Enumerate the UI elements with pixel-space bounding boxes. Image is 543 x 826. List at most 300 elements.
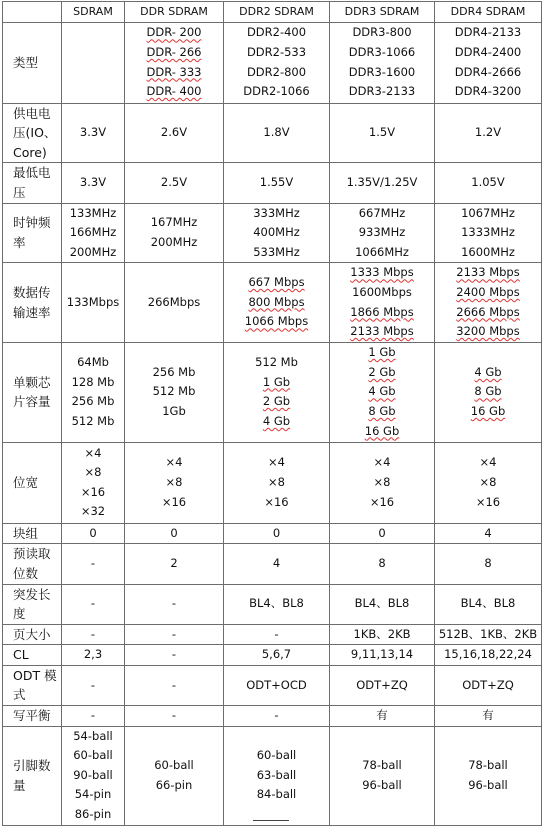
- table-cell: [62, 544, 125, 584]
- cell-text: 1066MHz: [355, 244, 409, 259]
- cell-line: [437, 554, 539, 574]
- cell-line: [64, 463, 122, 483]
- cell-line: [226, 554, 327, 574]
- table-cell: [330, 665, 435, 705]
- row-header-line: 页大小: [13, 626, 51, 642]
- cell-line: [437, 402, 539, 422]
- cell-text: 1866 Mbps: [350, 304, 414, 319]
- row-header-line: 量: [13, 777, 26, 793]
- cell-line: [226, 312, 327, 332]
- cell-line: [226, 493, 327, 513]
- cell-text: 4 Gb: [474, 364, 502, 379]
- cell-text: ODT+ZQ: [356, 677, 408, 692]
- table-cell: [125, 665, 224, 705]
- cell-text: 1600MHz: [461, 244, 515, 259]
- table-cell: [125, 203, 224, 263]
- cell-line: [437, 776, 539, 796]
- table-row: [3, 624, 542, 645]
- table-cell: [125, 624, 224, 645]
- row-header-line: 引脚数: [13, 758, 51, 774]
- row-header-line: 率: [13, 234, 26, 250]
- cell-text: ×16: [475, 494, 501, 509]
- row-header: [3, 163, 62, 203]
- cell-text: 15,16,18,22,24: [444, 647, 532, 662]
- cell-line: [437, 173, 539, 193]
- cell-line: [226, 625, 327, 645]
- table-cell: [125, 726, 224, 825]
- table-row: [3, 263, 542, 342]
- cell-text: -: [171, 626, 177, 641]
- table-cell: [330, 22, 435, 103]
- row-header-line: 压(IO、: [13, 125, 57, 141]
- cell-text: 1.5V: [368, 125, 396, 140]
- cell-text: BL4、BL8: [354, 596, 410, 611]
- cell-line: [437, 363, 539, 383]
- cell-line: [437, 493, 539, 513]
- cell-line: [226, 204, 327, 224]
- cell-line: [127, 213, 221, 233]
- cell-text: 128 Mb: [71, 374, 115, 389]
- cell-line: [332, 776, 432, 796]
- cell-line: [437, 63, 539, 83]
- cell-line: [64, 412, 122, 432]
- cell-line: [64, 173, 122, 193]
- cell-text: DDR3-1066: [348, 45, 416, 59]
- cell-text: ×16: [161, 494, 187, 509]
- cell-line: [226, 412, 327, 432]
- cell-line: [226, 594, 327, 614]
- cell-text: 2666 Mbps: [456, 304, 520, 319]
- cell-line: [64, 223, 122, 243]
- column-header: DDR3 SDRAM: [330, 2, 435, 23]
- table-cell: [224, 103, 330, 163]
- table-row: [3, 706, 542, 727]
- row-header: [3, 726, 62, 825]
- table-cell: [125, 645, 224, 666]
- cell-line: [332, 422, 432, 442]
- cell-line: [332, 243, 432, 263]
- cell-text: 16 Gb: [470, 404, 506, 419]
- row-header-line: 突发长: [13, 586, 51, 602]
- cell-text: 60-ball: [256, 748, 297, 763]
- cell-line: [437, 303, 539, 323]
- cell-line: [332, 554, 432, 574]
- cell-line: [437, 23, 539, 43]
- row-header-line: 输速率: [13, 304, 51, 320]
- cell-text: 0: [89, 525, 97, 540]
- table-cell: [62, 523, 125, 544]
- cell-text: DDR- 266: [146, 45, 202, 59]
- cell-line: [332, 706, 432, 726]
- cell-text: 84-ball: [256, 787, 297, 802]
- cell-text: 333MHz: [253, 205, 300, 220]
- table-cell: [435, 342, 542, 442]
- cell-text: ×4: [165, 455, 183, 470]
- cell-line: [332, 204, 432, 224]
- row-header-line: 时钟频: [13, 215, 51, 231]
- row-header: [3, 645, 62, 666]
- cell-text: 63-ball: [256, 767, 297, 782]
- cell-text: DDR- 333: [146, 64, 202, 79]
- cell-line: [127, 402, 221, 422]
- cell-line: [332, 645, 432, 665]
- cell-text: ×8: [165, 474, 183, 489]
- cell-line: [127, 473, 221, 493]
- cell-line: [127, 645, 221, 665]
- cell-line: [226, 392, 327, 412]
- table-row: [3, 442, 542, 523]
- cell-text: 96-ball: [468, 777, 508, 792]
- cell-line: [226, 63, 327, 83]
- cell-text: 1Gb: [162, 404, 186, 419]
- cell-text: 8 Gb: [368, 404, 396, 419]
- cell-line: [226, 43, 327, 63]
- cell-line: [127, 706, 221, 726]
- row-header: [3, 665, 62, 705]
- cell-text: 533MHz: [253, 244, 300, 259]
- row-header-line: 数据传: [13, 284, 51, 300]
- cell-text: 有: [482, 708, 494, 723]
- table-cell: [224, 645, 330, 666]
- cell-line: [332, 82, 432, 102]
- cell-line: [332, 63, 432, 83]
- cell-text: ×8: [373, 474, 391, 489]
- cell-text: DDR4-2400: [454, 45, 522, 59]
- cell-text: ×8: [84, 465, 102, 480]
- table-cell: [62, 665, 125, 705]
- row-header-line: 块组: [13, 525, 39, 541]
- table-cell: [330, 263, 435, 342]
- table-cell: [330, 645, 435, 666]
- cell-line: [226, 123, 327, 143]
- table-cell: [330, 584, 435, 624]
- cell-text: -: [90, 596, 96, 611]
- cell-line: [127, 453, 221, 473]
- cell-text: ×16: [369, 494, 395, 509]
- table-cell: [330, 203, 435, 263]
- cell-text: 0: [272, 525, 281, 540]
- cell-text: 86-pin: [74, 807, 112, 822]
- cell-text: 4 Gb: [368, 384, 396, 399]
- cell-text: 933MHz: [358, 225, 406, 240]
- cell-text: ×4: [479, 455, 497, 470]
- table-row: [3, 726, 542, 825]
- table-header-row: [3, 2, 542, 23]
- cell-line: [226, 273, 327, 293]
- cell-text: -: [274, 626, 279, 641]
- cell-line: [127, 756, 221, 776]
- table-cell: [224, 263, 330, 342]
- cell-line: [437, 283, 539, 303]
- cell-line: [64, 727, 122, 747]
- cell-text: 400MHz: [253, 225, 300, 240]
- cell-line: [437, 204, 539, 224]
- cell-text: DDR- 400: [146, 84, 202, 99]
- cell-line: [127, 173, 221, 193]
- cell-line: [64, 706, 122, 726]
- cell-line: [226, 676, 327, 696]
- cell-line: [226, 473, 327, 493]
- cell-line: [437, 382, 539, 402]
- table-cell: [435, 22, 542, 103]
- cell-text: 1.35V/1.25V: [346, 175, 418, 190]
- cell-text: DDR3-800: [352, 25, 412, 40]
- cell-text: 512 Mb: [71, 413, 115, 428]
- cell-text: 1 Gb: [262, 374, 291, 389]
- cell-text: 2,3: [83, 647, 103, 662]
- cell-text: -: [171, 647, 177, 662]
- cell-line: [226, 706, 327, 726]
- cell-line: [127, 23, 221, 43]
- cell-text: ×32: [80, 504, 106, 519]
- cell-text: 167MHz: [150, 215, 198, 230]
- cell-text: 667MHz: [358, 205, 406, 220]
- cell-text: 166MHz: [69, 225, 117, 240]
- table-cell: [224, 665, 330, 705]
- row-header-line: 片容量: [13, 394, 51, 410]
- table-cell: [224, 706, 330, 727]
- row-header: [3, 263, 62, 342]
- cell-text: 4: [484, 525, 492, 540]
- cell-text: 800 Mbps: [248, 294, 305, 309]
- row-header-line: 最低电: [13, 165, 51, 181]
- cell-line: [437, 594, 539, 614]
- table-cell: [435, 624, 542, 645]
- table-cell: [435, 163, 542, 203]
- table-cell: [224, 726, 330, 825]
- cell-text: 54-ball: [73, 728, 113, 743]
- row-header-line: 位数: [13, 565, 39, 581]
- table-cell: [224, 523, 330, 544]
- cell-line: [332, 123, 432, 143]
- row-header-line: 类型: [13, 54, 39, 70]
- cell-text: DDR- 200: [146, 25, 202, 40]
- cell-line: [332, 493, 432, 513]
- cell-line: [226, 223, 327, 243]
- cell-line: [127, 293, 221, 313]
- cell-line: [226, 746, 327, 766]
- row-header-line: 度: [13, 606, 26, 622]
- table-cell: [330, 442, 435, 523]
- cell-text: 66-pin: [155, 777, 193, 792]
- cell-line: [332, 283, 432, 303]
- cell-line: [226, 785, 327, 805]
- cell-line: [127, 625, 221, 645]
- cell-text: 78-ball: [468, 758, 508, 773]
- table-cell: [330, 544, 435, 584]
- cell-text: 16 Gb: [364, 423, 400, 438]
- cell-line: [332, 756, 432, 776]
- table-cell: [330, 103, 435, 163]
- cell-line: [332, 303, 432, 323]
- cell-line: [437, 756, 539, 776]
- cell-text: 133Mbps: [66, 294, 120, 309]
- cell-text: ×4: [268, 455, 285, 470]
- cell-text: 1067MHz: [461, 205, 515, 220]
- table-cell: [125, 706, 224, 727]
- cell-text: 8: [484, 556, 492, 571]
- table-cell: [62, 645, 125, 666]
- cell-text: -: [274, 708, 279, 723]
- table-cell: [125, 22, 224, 103]
- page-edge-mark: [253, 820, 289, 821]
- cell-line: [226, 766, 327, 786]
- cell-line: [64, 645, 122, 665]
- cell-line: [332, 382, 432, 402]
- cell-text: 96-ball: [362, 777, 402, 792]
- cell-text: 2 Gb: [368, 364, 396, 379]
- cell-text: 8 Gb: [474, 384, 502, 399]
- table-cell: [125, 103, 224, 163]
- cell-line: [127, 63, 221, 83]
- cell-line: [127, 594, 221, 614]
- table-row: [3, 584, 542, 624]
- cell-text: 3200 Mbps: [456, 324, 520, 339]
- cell-line: [332, 676, 432, 696]
- cell-text: 200MHz: [69, 244, 117, 259]
- cell-text: 8: [378, 556, 386, 571]
- cell-text: 54-pin: [74, 787, 112, 802]
- cell-text: 1333 Mbps: [350, 265, 414, 280]
- cell-text: 0: [378, 525, 386, 540]
- table-cell: [435, 544, 542, 584]
- cell-text: DDR2-1066: [243, 84, 310, 99]
- table-cell: [224, 342, 330, 442]
- cell-line: [64, 204, 122, 224]
- cell-line: [64, 676, 122, 696]
- table-row: [3, 523, 542, 544]
- cell-line: [64, 625, 122, 645]
- cell-text: -: [171, 708, 177, 723]
- cell-line: [437, 263, 539, 283]
- cell-line: [332, 322, 432, 342]
- cell-text: 3.3V: [79, 125, 107, 140]
- cell-line: [127, 776, 221, 796]
- table-cell: [62, 203, 125, 263]
- cell-text: 256 Mb: [152, 364, 196, 379]
- cell-text: 1KB、2KB: [353, 626, 411, 641]
- table-cell: [435, 442, 542, 523]
- cell-text: 4 Gb: [262, 413, 291, 428]
- table-cell: [224, 442, 330, 523]
- cell-line: [64, 243, 122, 263]
- table-cell: [435, 523, 542, 544]
- cell-text: 133MHz: [69, 205, 117, 220]
- row-header: [3, 103, 62, 163]
- cell-text: 2400 Mbps: [456, 284, 520, 299]
- table-cell: [62, 442, 125, 523]
- table-cell: [224, 584, 330, 624]
- cell-text: 2: [170, 556, 178, 571]
- cell-text: 512 Mb: [255, 355, 298, 370]
- table-cell: [330, 624, 435, 645]
- table-cell: [330, 706, 435, 727]
- cell-text: -: [90, 677, 96, 692]
- table-cell: [435, 203, 542, 263]
- cell-text: DDR4-2133: [454, 25, 522, 40]
- cell-text: -: [90, 626, 96, 641]
- table-cell: [125, 584, 224, 624]
- cell-line: [226, 453, 327, 473]
- cell-line: [64, 444, 122, 464]
- cell-line: [127, 363, 221, 383]
- cell-text: 2.6V: [160, 125, 188, 140]
- cell-text: 60-ball: [154, 758, 194, 773]
- cell-line: [437, 322, 539, 342]
- cell-line: [437, 473, 539, 493]
- table-cell: [435, 706, 542, 727]
- cell-text: 有: [376, 708, 388, 723]
- table-row: [3, 203, 542, 263]
- table-cell: [62, 706, 125, 727]
- cell-text: 60-ball: [73, 748, 113, 763]
- cell-text: DDR2-533: [246, 45, 307, 59]
- row-header-line: 单颗芯: [13, 374, 51, 390]
- table-cell: [330, 726, 435, 825]
- cell-line: [332, 453, 432, 473]
- cell-text: 2133 Mbps: [350, 324, 414, 339]
- table-cell: [435, 584, 542, 624]
- ddr-comparison-table: [2, 1, 542, 826]
- table-cell: [435, 645, 542, 666]
- row-header: [3, 442, 62, 523]
- table-cell: [62, 163, 125, 203]
- table-cell: [224, 544, 330, 584]
- cell-text: 4: [272, 556, 281, 571]
- table-cell: [435, 665, 542, 705]
- row-header: [3, 584, 62, 624]
- cell-line: [437, 243, 539, 263]
- cell-text: ×16: [264, 494, 289, 509]
- cell-line: [64, 483, 122, 503]
- cell-text: 2133 Mbps: [456, 265, 520, 280]
- table-cell: [330, 163, 435, 203]
- column-header: DDR4 SDRAM: [435, 2, 542, 23]
- cell-line: [437, 223, 539, 243]
- cell-text: -: [90, 708, 96, 723]
- table-cell: [224, 22, 330, 103]
- cell-text: 90-ball: [73, 767, 113, 782]
- table-cell: [224, 163, 330, 203]
- row-header: [3, 523, 62, 544]
- table-row: [3, 544, 542, 584]
- cell-line: [332, 363, 432, 383]
- row-header-line: 预读取: [13, 546, 51, 562]
- cell-text: 1.2V: [474, 125, 502, 140]
- table-cell: [435, 263, 542, 342]
- row-header-line: 式: [13, 687, 26, 703]
- cell-line: [437, 706, 539, 726]
- cell-line: [64, 805, 122, 825]
- table-row: [3, 665, 542, 705]
- cell-line: [226, 524, 327, 544]
- row-header: [3, 624, 62, 645]
- cell-text: ODT+OCD: [246, 677, 307, 692]
- row-header: [3, 203, 62, 263]
- cell-line: [226, 173, 327, 193]
- table-cell: [330, 523, 435, 544]
- table-cell: [62, 342, 125, 442]
- cell-line: [437, 123, 539, 143]
- cell-line: [64, 123, 122, 143]
- row-header-line: 写平衡: [13, 708, 51, 724]
- row-header: [3, 342, 62, 442]
- cell-line: [226, 645, 327, 665]
- cell-line: [127, 554, 221, 574]
- cell-text: DDR4-2666: [454, 64, 522, 79]
- cell-line: [332, 594, 432, 614]
- cell-line: [332, 23, 432, 43]
